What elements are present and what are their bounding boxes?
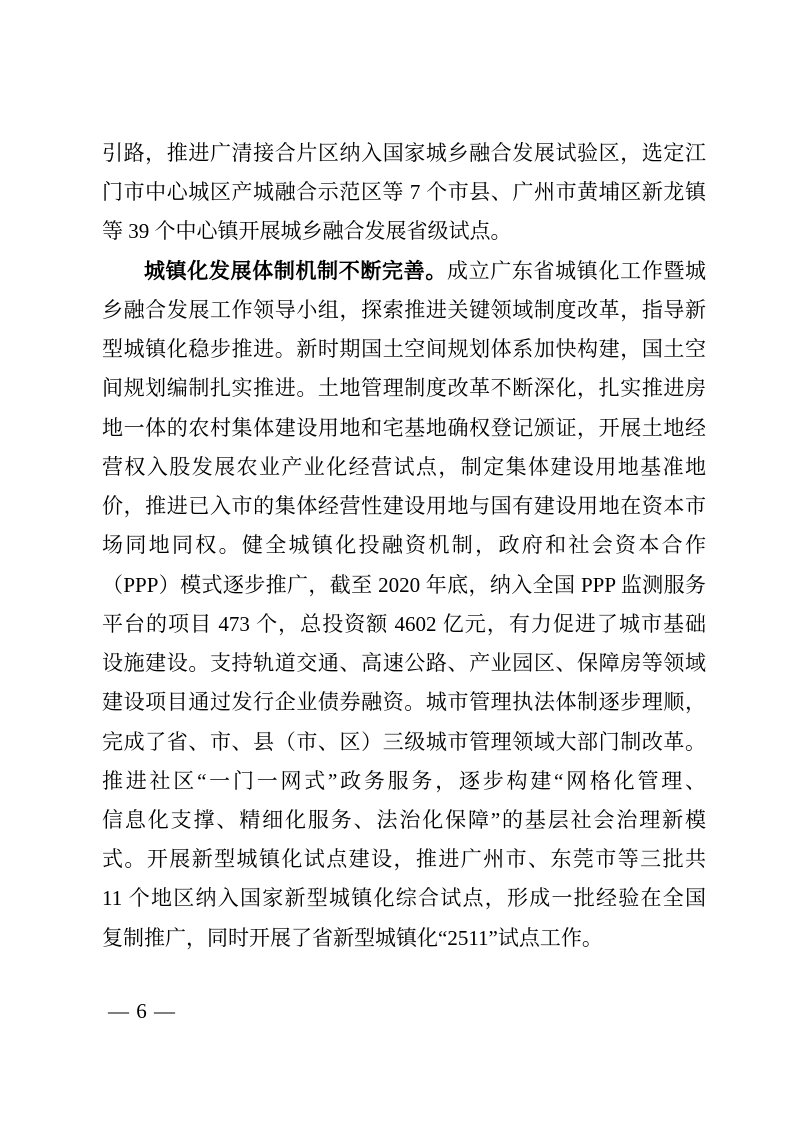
text-line: 型城镇化稳步推进。新时期国土空间规划体系加快构建，国土空 [102, 337, 706, 362]
text-line [102, 252, 706, 291]
body-text [102, 134, 706, 958]
text-line: 间规划编制扎实推进。土地管理制度改革不断深化，扎实推进房 [102, 376, 706, 401]
section-heading-bold: 城镇化发展体制机制不断完善。 [144, 259, 447, 283]
text-line: 平台的项目 473 个，总投资额 4602 亿元，有力促进了城市基础 [102, 611, 706, 636]
text-line: 场同地同权。健全城镇化投融资机制，政府和社会资本合作 [102, 533, 706, 558]
text-line: 设施建设。支持轨道交通、高速公路、产业园区、保障房等领域 [102, 651, 706, 676]
text-line: 信息化支撑、精细化服务、法治化保障”的基层社会治理新模 [102, 807, 706, 832]
text-line: 营权入股发展农业产业化经营试点，制定集体建设用地基准地 [102, 454, 706, 479]
text-line: 式。开展新型城镇化试点建设，推进广州市、东莞市等三批共 [102, 847, 706, 872]
text-line: （PPP）模式逐步推广，截至 2020 年底，纳入全国 PPP 监测服务 [102, 572, 706, 597]
text-line: 推进社区“一门一网式”政务服务，逐步构建“网格化管理、 [102, 768, 706, 793]
text-line: 建设项目通过发行企业债券融资。城市管理执法体制逐步理顺， [102, 690, 706, 715]
text-line: 价，推进已入市的集体经营性建设用地与国有建设用地在资本市 [102, 494, 706, 519]
page-number: — 6 — [108, 999, 176, 1023]
text-line: 等 39 个中心镇开展城乡融合发展省级试点。 [102, 219, 512, 244]
text-line: 复制推广，同时开展了省新型城镇化“2511”试点工作。 [102, 925, 603, 950]
text-line: 引路，推进广清接合片区纳入国家城乡融合发展试验区，选定江 [102, 141, 706, 165]
text-line: 乡融合发展工作领导小组，探索推进关键领域制度改革，指导新 [102, 297, 706, 322]
text-line: 门市中心城区产城融合示范区等 7 个市县、广州市黄埔区新龙镇 [102, 180, 706, 205]
text-line: 地一体的农村集体建设用地和宅基地确权登记颁证，开展土地经 [102, 415, 706, 440]
text-line-continuation: 成立广东省城镇化工作暨城 [446, 258, 706, 283]
text-line: 完成了省、市、县（市、区）三级城市管理领域大部门制改革。 [102, 729, 706, 754]
text-line: 11 个地区纳入国家新型城镇化综合试点，形成一批经验在全国 [102, 886, 706, 911]
